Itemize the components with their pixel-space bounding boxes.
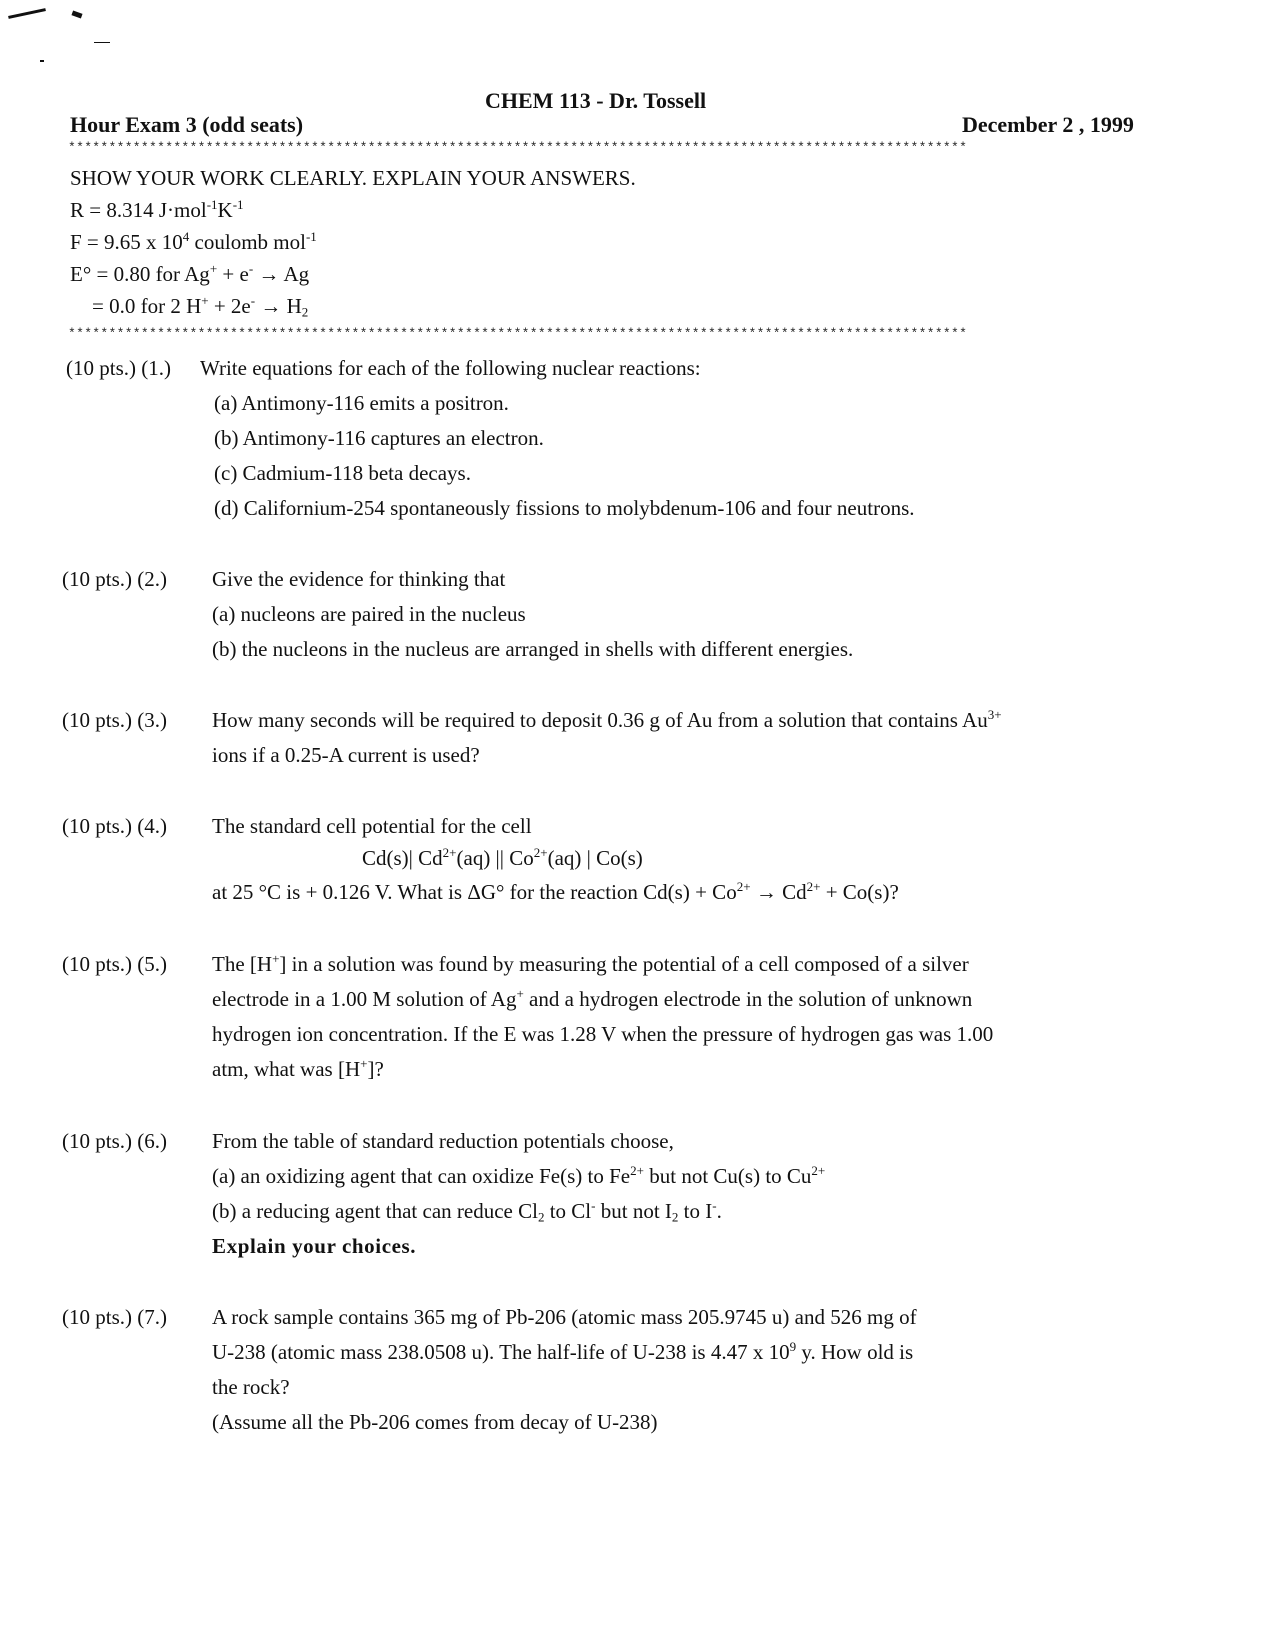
star-divider-top: *************************************************************************************************************** [68, 140, 968, 155]
q1-text: Write equations for each of the following nuclear reactions: [200, 356, 701, 380]
q6-part-a: (a) an oxidizing agent that can oxidize Fe(s) to $Fe^{2+}$ but not Cu(s) to $Cu^{2+}$ [212, 1162, 826, 1188]
instructions: SHOW YOUR WORK CLEARLY. EXPLAIN YOUR ANSWERS. [70, 166, 636, 190]
q3-line2: ions if a 0.25-A current is used? [212, 743, 480, 767]
q2-text: Give the evidence for thinking that [212, 567, 506, 591]
q2-part-a: (a) nucleons are paired in the nucleus [212, 602, 526, 626]
exam-title: Hour Exam 3 (odd seats) [70, 112, 304, 137]
q6-part-b: (b) a reducing agent that can reduce $Cl_2$ to Cl- but not $I_2$ to I-. [212, 1197, 722, 1225]
scan-mark [94, 42, 110, 43]
exam-date: December 2 , 1999 [962, 112, 1134, 137]
star-divider-bottom: *************************************************************************************************************** [68, 326, 968, 341]
q7-line2: U-238 (atomic mass 238.0508 u). The half-life of U-238 is 4.47 x $10^9$ y. How old is [212, 1338, 914, 1364]
q1-part-a: (a) Antimony-116 emits a positron. [214, 391, 509, 415]
constant-r: R = 8.314 $J\cdot mol^{-1}K^{-1}$ [70, 196, 244, 222]
q5-line3: hydrogen ion concentration. If the E was 1.28 V when the pressure of hydrogen gas was 1.00 [212, 1022, 994, 1046]
q7-line4: (Assume all the Pb-206 comes from decay of U-238) [212, 1410, 658, 1434]
q1-part-b: (b) Antimony-116 captures an electron. [214, 426, 544, 450]
q2-part-b: (b) the nucleons in the nucleus are arranged in shells with different energies. [212, 637, 854, 661]
q4-text: The standard cell potential for the cell [212, 814, 532, 838]
q6-points: (10 pts.) (6.) [62, 1129, 167, 1153]
q5-line1: The [H+] in a solution was found by measuring the potential of a cell composed of a silver [212, 950, 969, 976]
scan-mark [71, 10, 82, 18]
scan-mark [40, 60, 44, 62]
q3-line1: How many seconds will be required to deposit 0.36 g of Au from a solution that contains $Au^{3+}$ [212, 706, 1002, 732]
q6-explain: Explain your choices. [212, 1234, 417, 1258]
q1-points: (10 pts.) (1.) [66, 356, 171, 380]
q4-points: (10 pts.) (4.) [62, 814, 167, 838]
q4-cell-notation: Cd(s)| $Cd^{2+}(aq)$ || $Co^{2+}(aq)$ | Co(s) [362, 844, 643, 870]
q5-points: (10 pts.) (5.) [62, 952, 167, 976]
scan-mark [8, 8, 46, 19]
q3-points: (10 pts.) (3.) [62, 708, 167, 732]
course-title: CHEM 113 - Dr. Tossell [485, 88, 707, 113]
constant-f: F = 9.65 x $10^4$ coulomb mol$^{-1}$ [70, 228, 317, 254]
q4-line3: at 25 °C is + 0.126 V. What is ΔG° for the reaction $Cd(s) + Co^{2+} \to Cd^{2+} + Co(s)$? [212, 878, 899, 904]
q7-line3: the rock? [212, 1375, 290, 1399]
potential-ag: E° = 0.80 for Ag+ + e- → Ag [70, 260, 310, 286]
q6-text: From the table of standard reduction potentials choose, [212, 1129, 674, 1153]
q7-line1: A rock sample contains 365 mg of Pb-206 (atomic mass 205.9745 u) and 526 mg of [212, 1305, 917, 1329]
q2-points: (10 pts.) (2.) [62, 567, 167, 591]
q5-line4: atm, what was [H+]? [212, 1055, 384, 1081]
q5-line2: electrode in a 1.00 M solution of Ag+ and a hydrogen electrode in the solution of unknown [212, 985, 973, 1011]
q1-part-c: (c) Cadmium-118 beta decays. [214, 461, 471, 485]
q7-points: (10 pts.) (7.) [62, 1305, 167, 1329]
q1-part-d: (d) Californium-254 spontaneously fissions to molybdenum-106 and four neutrons. [214, 496, 915, 520]
potential-h: = 0.0 for 2 $H^+ + 2e^- \to H_2$ [92, 292, 309, 320]
